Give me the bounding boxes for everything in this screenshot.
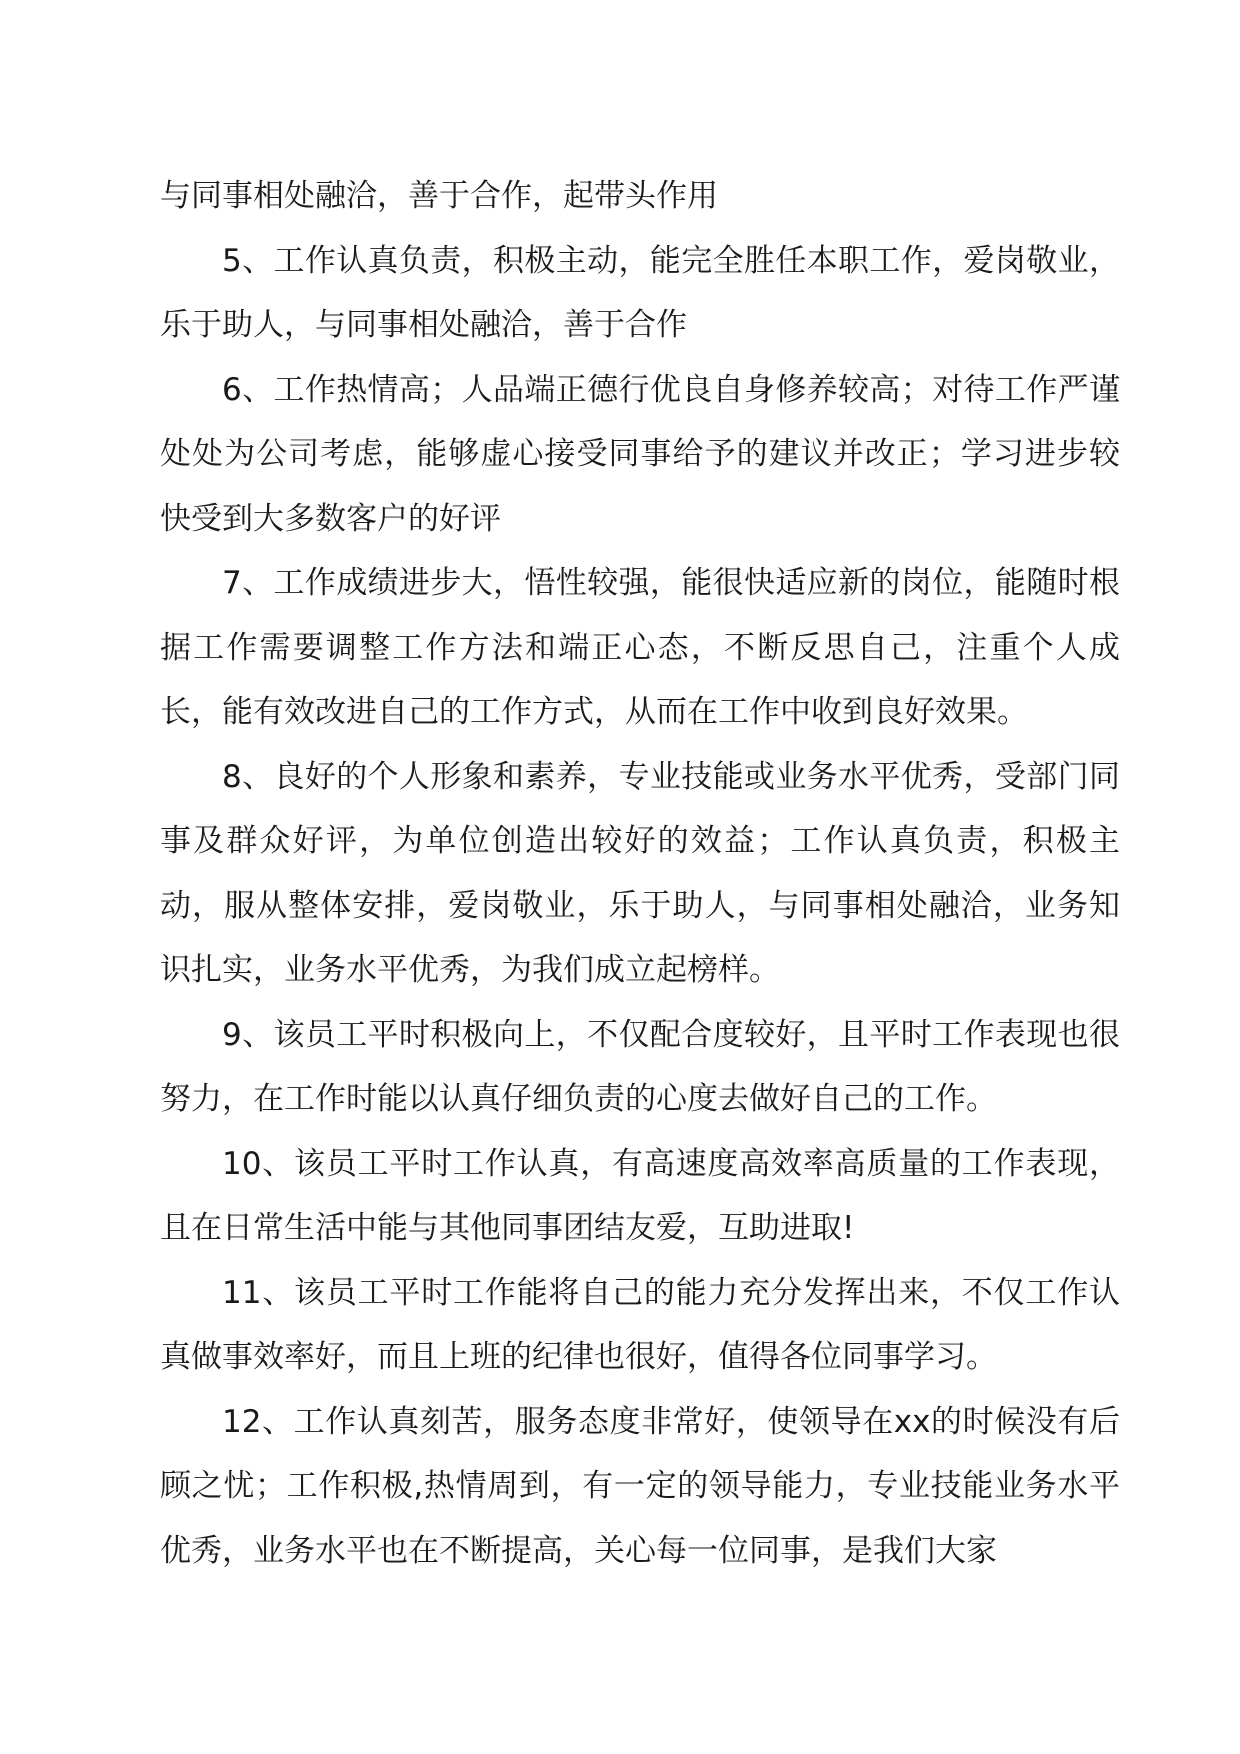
paragraph: 与同事相处融洽，善于合作，起带头作用 [160,178,718,214]
paragraph: 7、工作成绩进步大，悟性较强，能很快适应新的岗位，能随时根据工作需要调整工作方法和端正心态，不断反思自己，注重个人成长，能有效改进自己的工作方式，从而在工作中收到良好效果。 [160,565,1120,730]
paragraph: 12、工作认真刻苦，服务态度非常好，使领导在xx的时候没有后顾之忧；工作积极,热情周到，有一定的领导能力，专业技能业务水平优秀，业务水平也在不断提高，关心每一位同事，是我们大家 [160,1403,1120,1569]
paragraph: 11、该员工平时工作能将自己的能力充分发挥出来，不仅工作认真做事效率好，而且上班的纪律也很好，值得各位同事学习。 [160,1274,1120,1375]
paragraph: 6、工作热情高；人品端正德行优良自身修养较高；对待工作严谨处处为公司考虑，能够虚心接受同事给予的建议并改正；学习进步较快受到大多数客户的好评 [160,371,1120,537]
document-body [160,164,1120,1583]
paragraph: 10、该员工平时工作认真，有高速度高效率高质量的工作表现，且在日常生活中能与其他同事团结友爱，互助进取! [160,1145,1120,1246]
paragraph: 5、工作认真负责，积极主动，能完全胜任本职工作，爱岗敬业，乐于助人，与同事相处融洽，善于合作 [160,242,1120,343]
paragraph: 8、良好的个人形象和素养，专业技能或业务水平优秀，受部门同事及群众好评，为单位创造出较好的效益；工作认真负责，积极主动，服从整体安排，爱岗敬业，乐于助人，与同事相处融洽，业务知识扎实，业务水平优秀，为我们成立起榜样。 [160,758,1120,988]
paragraph: 9、该员工平时积极向上，不仅配合度较好，且平时工作表现也很努力，在工作时能以认真仔细负责的心度去做好自己的工作。 [160,1016,1120,1117]
